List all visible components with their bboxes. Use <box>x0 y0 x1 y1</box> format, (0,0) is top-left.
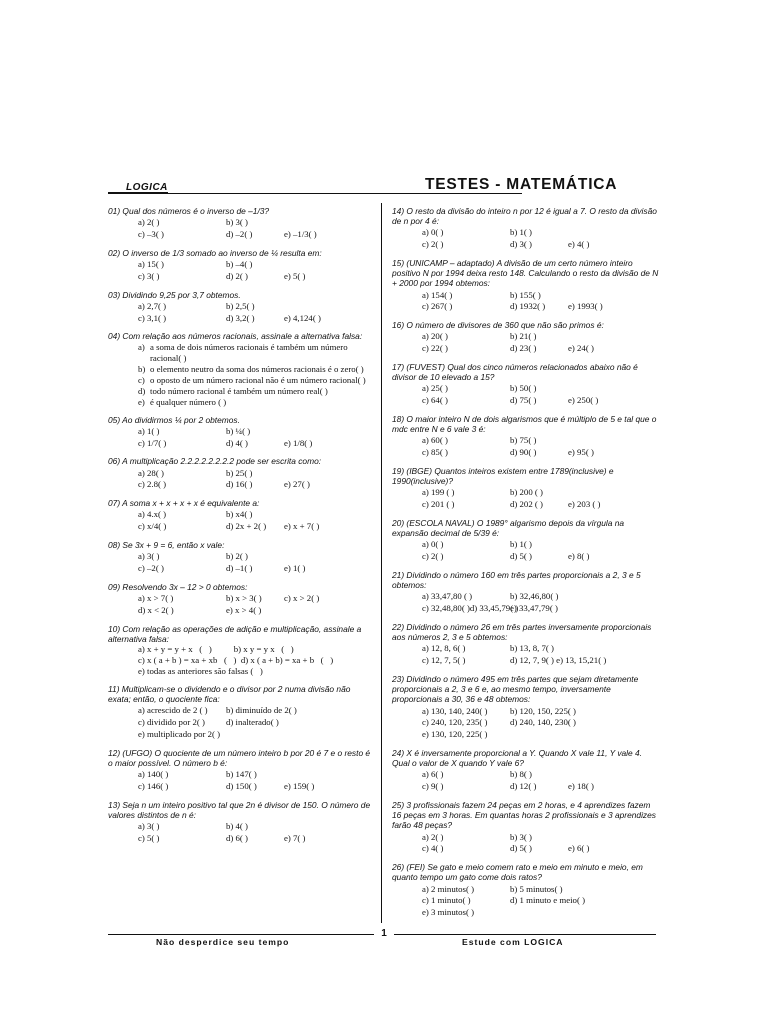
question-text: 08) Se 3x + 9 = 6, então x vale: <box>108 539 225 550</box>
answer-option: b) 8( ) <box>510 769 532 780</box>
question-block <box>392 518 660 563</box>
answer-option: d) 1932( ) <box>510 301 546 312</box>
answer-option: b) 75( ) <box>510 435 537 446</box>
answer-row <box>422 781 660 793</box>
answer-option: a) 2( ) <box>138 217 160 228</box>
answer-option: d) 2x + 2( ) <box>226 521 267 532</box>
answer-option: a) 2,7( ) <box>138 300 167 311</box>
answer-row <box>138 301 374 313</box>
answer-option: d) 2( ) <box>226 270 248 281</box>
answer-option: c) 9( ) <box>422 781 444 792</box>
answer-option: a) 1( ) <box>138 425 160 436</box>
answer-list-item <box>138 375 374 386</box>
answer-option: d) 90( ) <box>510 447 537 458</box>
answer-option: d) 3( ) <box>510 239 532 250</box>
question-text: 12) (UFGO) O quociente de um número inteiro b por 20 é 7 e o resto é o maior possível. O número b é: <box>108 747 371 768</box>
answer-options <box>392 591 660 615</box>
answer-options <box>392 487 660 511</box>
answer-option: d) 5( ) <box>510 843 532 854</box>
answer-row <box>422 290 660 302</box>
answer-option: e) 33,47,79( ) <box>510 603 558 614</box>
question-block <box>108 206 374 241</box>
answer-row <box>138 781 374 793</box>
answer-list-item <box>138 364 374 375</box>
answer-option: b) x4( ) <box>226 509 253 520</box>
answer-row <box>138 271 374 283</box>
answer-option: a) 33,47,80 ( ) <box>422 591 473 602</box>
answer-option: e) x > 4( ) <box>226 604 262 615</box>
option-text: o elemento neutro da soma dos números racionais é o zero( ) <box>150 363 364 374</box>
question-block <box>392 674 660 741</box>
answer-option: a) acrescido de 2 ( ) <box>138 705 208 716</box>
answer-option: b) 5 minutos( ) <box>510 883 563 894</box>
answer-option: e) 203 ( ) <box>568 499 601 510</box>
answer-option: a) 0( ) <box>422 227 444 238</box>
answer-row <box>422 487 660 499</box>
answer-option: c) 3( ) <box>138 270 160 281</box>
left-column <box>108 206 374 852</box>
answer-option: e) –1/3( ) <box>284 229 317 239</box>
question-text: 07) A soma x + x + x + x é equivalente a: <box>108 498 260 509</box>
answer-row <box>422 383 660 395</box>
answer-option: a) 0( ) <box>422 539 444 550</box>
answer-row <box>422 539 660 551</box>
answer-row <box>422 769 660 781</box>
answer-list-item <box>138 342 374 364</box>
answer-option: b) 13, 8, 7( ) <box>510 643 554 654</box>
answer-option: a) x > 7( ) <box>138 592 174 603</box>
answer-option: c) x/4( ) <box>138 521 167 532</box>
answer-option: e) 4,124( ) <box>284 312 321 323</box>
answer-options <box>392 227 660 251</box>
footer-rule-right <box>394 934 656 935</box>
answer-option: a) 2 minutos( ) <box>422 883 475 894</box>
question-text: 04) Com relação aos números racionais, assinale a alternativa falsa: <box>108 331 363 342</box>
answer-row <box>138 509 374 521</box>
answer-option: a) 154( ) <box>422 289 453 300</box>
question-text: 06) A multiplicação 2.2.2.2.2.2.2.2 pode ser escrita como: <box>108 456 322 467</box>
answer-row <box>138 313 374 325</box>
answer-row <box>138 426 374 438</box>
question-text: 18) O maior inteiro N de dois algarismos que é múltiplo de 5 e tal que o mdc entre N e 6 vale 3 é: <box>392 414 657 435</box>
page-number: 1 <box>381 928 387 939</box>
option-letter: d) <box>138 385 146 396</box>
answer-option: d) 4( ) <box>226 437 248 448</box>
answer-option: c) 22( ) <box>422 343 448 354</box>
answer-option: c) x > 2( ) <box>284 592 320 603</box>
option-letter: a) <box>138 341 145 352</box>
answer-row <box>138 438 374 450</box>
question-block <box>392 258 660 313</box>
footer-left-text: Não desperdice seu tempo <box>156 937 290 947</box>
logo-text: LOGICA <box>126 182 168 193</box>
answer-option: e) 7( ) <box>284 832 306 843</box>
answer-row <box>422 447 660 459</box>
answer-option: b) 1( ) <box>510 227 532 238</box>
answer-row <box>422 227 660 239</box>
question-text: 14) O resto da divisão do inteiro n por 12 é igual a 7. O resto da divisão de n por 4 é: <box>392 206 657 227</box>
question-text: 17) (FUVEST) Qual dos cinco números relacionados abaixo não é divisor de 10 elevado a 15? <box>392 362 638 383</box>
answer-options <box>392 331 660 355</box>
answer-options <box>108 426 374 450</box>
answer-option: c) 85( ) <box>422 447 448 458</box>
question-block <box>108 290 374 325</box>
answer-option: a) 28( ) <box>138 467 164 478</box>
question-block <box>392 414 660 459</box>
answer-line: a) x + y = y + x ( ) b) x y = y x ( ) <box>138 643 294 654</box>
answer-list <box>108 342 374 408</box>
answer-option: d) 75( ) <box>510 395 537 406</box>
answer-option: b) –4( ) <box>226 259 253 269</box>
answer-row <box>138 833 374 845</box>
question-block <box>108 624 374 677</box>
answer-line: c) x ( a + b ) = xa + xb ( ) d) x ( a + b) = xa + b ( ) <box>138 654 334 665</box>
answer-option: d) 5( ) <box>510 551 532 562</box>
answer-option: e) 27( ) <box>284 479 310 490</box>
answer-options <box>108 593 374 617</box>
answer-row <box>138 521 374 533</box>
answer-option: a) 3( ) <box>138 821 160 832</box>
answer-option: a) 140( ) <box>138 769 169 780</box>
answer-option: a) 20( ) <box>422 331 448 342</box>
option-text: o oposto de um número racional não é um número racional( ) <box>150 374 366 385</box>
answer-option: d) 16( ) <box>226 479 253 490</box>
answer-options <box>108 551 374 575</box>
answer-option: a) 3( ) <box>138 551 160 562</box>
answer-options <box>392 539 660 563</box>
answer-row <box>422 655 660 667</box>
answer-lines <box>108 644 374 677</box>
answer-options <box>108 468 374 492</box>
answer-row <box>422 603 660 615</box>
answer-option: b) 2( ) <box>226 551 248 562</box>
question-block <box>392 320 660 355</box>
answer-option: d) 240, 140, 230( ) <box>510 717 576 728</box>
answer-option: a) 4.x( ) <box>138 509 167 520</box>
option-text: todo número racional é também um número real( ) <box>150 385 328 396</box>
answer-options <box>392 643 660 667</box>
option-text: a soma de dois números racionais é também um número racional( ) <box>150 341 348 363</box>
answer-option: b) 3( ) <box>510 831 532 842</box>
answer-row <box>138 468 374 480</box>
answer-option: d) x < 2( ) <box>138 604 174 615</box>
answer-option: d) 23( ) <box>510 343 537 354</box>
answer-option: e) 24( ) <box>568 343 594 354</box>
answer-option: a) 60( ) <box>422 435 448 446</box>
question-block <box>108 540 374 575</box>
answer-option: e) multiplicado por 2( ) <box>138 728 221 739</box>
answer-option: d) inalterado( ) <box>226 717 279 728</box>
answer-option: a) 15( ) <box>138 259 164 269</box>
answer-options <box>108 509 374 533</box>
answer-option: c) 201 ( ) <box>422 499 455 510</box>
question-text: 05) Ao dividirmos ¼ por 2 obtemos. <box>108 414 240 425</box>
page-footer <box>108 928 656 950</box>
answer-row <box>422 551 660 563</box>
answer-row <box>138 479 374 491</box>
question-text: 21) Dividindo o número 160 em três partes proporcionais a 2, 3 e 5 obtemos: <box>392 570 641 591</box>
answer-option: b) 4( ) <box>226 821 248 832</box>
answer-row <box>138 259 374 271</box>
answer-row <box>422 843 660 855</box>
option-letter: e) <box>138 396 145 407</box>
question-text: 09) Resolvendo 3x – 12 > 0 obtemos: <box>108 581 248 592</box>
answer-option: a) 6( ) <box>422 769 444 780</box>
question-block <box>392 862 660 919</box>
answer-option: d) 6( ) <box>226 832 248 843</box>
answer-line: e) todas as anteriores são falsas ( ) <box>138 665 263 676</box>
answer-row <box>138 821 374 833</box>
question-block <box>108 748 374 793</box>
answer-option: e) 18( ) <box>568 781 594 792</box>
answer-row <box>138 593 374 605</box>
answer-options <box>108 821 374 845</box>
answer-option: c) 2.8( ) <box>138 479 167 490</box>
answer-option: d) –1( ) <box>226 562 253 573</box>
answer-option: e) 159( ) <box>284 780 315 791</box>
answer-option: a) 2( ) <box>422 831 444 842</box>
answer-option: b) 3( ) <box>226 217 248 228</box>
answer-options <box>392 383 660 407</box>
question-text: 23) Dividindo o número 495 em três partes que sejam diretamente proporcionais a 2, 3 e 6 e, ao mesmo tempo, inversamente proporcionais a 30, 36 e 48 obtemos: <box>392 674 639 705</box>
answer-option: b) 25( ) <box>226 467 253 478</box>
question-block <box>392 206 660 251</box>
answer-option: e) 95( ) <box>568 447 594 458</box>
answer-row <box>138 729 374 741</box>
question-text: 15) (UNICAMP – adaptado) A divisão de um certo número inteiro positivo N por 1994 deixa resto 148. Calculando o resto da divisão de N + 2000 por 1994 obtemos: <box>392 258 659 289</box>
answer-row <box>422 499 660 511</box>
answer-option: e) 4( ) <box>568 239 590 250</box>
answer-row <box>422 907 660 919</box>
question-text: 26) (FEI) Se gato e meio comem rato e meio em minuto e meio, em quanto tempo um gato come dois ratos? <box>392 862 643 883</box>
answer-row <box>422 591 660 603</box>
answer-option: b) ¼( ) <box>226 425 251 436</box>
question-block <box>108 248 374 283</box>
answer-options <box>108 301 374 325</box>
answer-option: c) 12, 7, 5( ) <box>422 655 466 666</box>
answer-option: e) 5( ) <box>284 270 306 281</box>
answer-options <box>392 435 660 459</box>
answer-option: b) 21( ) <box>510 331 537 342</box>
answer-row <box>422 832 660 844</box>
answer-option: a) 12, 8, 6( ) <box>422 643 466 654</box>
answer-option: c) 3,1( ) <box>138 312 167 323</box>
answer-option: c) 4( ) <box>422 843 444 854</box>
answer-row <box>422 643 660 655</box>
answer-options <box>392 884 660 919</box>
answer-option: b) 147( ) <box>226 769 257 780</box>
page-header <box>108 176 656 198</box>
question-block <box>108 498 374 533</box>
logica-logo <box>108 178 168 198</box>
answer-option: c) 1 minuto( ) <box>422 895 471 906</box>
answer-list-item <box>138 386 374 397</box>
question-text: 20) (ESCOLA NAVAL) O 1989° algarismo depois da vírgula na expansão decimal de 5/39 é: <box>392 518 625 539</box>
answer-row <box>422 239 660 251</box>
answer-option: e) 6( ) <box>568 843 590 854</box>
answer-option: c) 1/7( ) <box>138 437 167 448</box>
answer-row <box>422 331 660 343</box>
answer-options <box>108 705 374 740</box>
answer-option: a) 199 ( ) <box>422 487 455 498</box>
answer-option: e) 1( ) <box>284 562 306 573</box>
answer-option: c) dividido por 2( ) <box>138 717 205 728</box>
answer-options <box>392 706 660 741</box>
question-text: 01) Qual dos números é o inverso de –1/3? <box>108 206 270 216</box>
answer-option: c) 32,48,80( )d) 33,45,79( ) <box>422 603 519 614</box>
question-block <box>108 684 374 741</box>
question-block <box>108 415 374 450</box>
question-block <box>108 331 374 407</box>
question-text: 03) Dividindo 9,25 por 3,7 obtemos. <box>108 289 241 300</box>
answer-option: c) 240, 120, 235( ) <box>422 717 488 728</box>
answer-row <box>138 769 374 781</box>
answer-row <box>138 217 374 229</box>
answer-option: d) 3,2( ) <box>226 312 255 323</box>
answer-option: d) 202 ( ) <box>510 499 543 510</box>
answer-row <box>422 706 660 718</box>
answer-options <box>392 769 660 793</box>
answer-option: e) x + 7( ) <box>284 521 320 532</box>
answer-row <box>422 435 660 447</box>
question-block <box>392 570 660 615</box>
answer-option: b) 120, 150, 225( ) <box>510 705 576 716</box>
question-text: 22) Dividindo o número 26 em três partes inversamente proporcionais aos números 2, 3 e 5 obtemos: <box>392 622 652 643</box>
answer-option: e) 8( ) <box>568 551 590 562</box>
question-text: 13) Seja n um inteiro positivo tal que 2n é divisor de 150. O número de valores distintos de n é: <box>108 799 371 820</box>
option-letter: c) <box>138 374 145 385</box>
answer-list-item <box>138 397 374 408</box>
answer-option: b) 1( ) <box>510 539 532 550</box>
answer-option: e) 1/8( ) <box>284 437 313 448</box>
answer-option: b) 32,46,80( ) <box>510 591 559 602</box>
answer-option: c) 64( ) <box>422 395 448 406</box>
answer-option: e) 130, 120, 225( ) <box>422 729 488 740</box>
answer-option: a) 25( ) <box>422 383 448 394</box>
question-block <box>392 362 660 407</box>
answer-row <box>138 563 374 575</box>
answer-options <box>392 832 660 856</box>
answer-row <box>422 729 660 741</box>
answer-option: d) 150( ) <box>226 780 257 791</box>
answer-option: a) 130, 140, 240( ) <box>422 705 488 716</box>
column-divider <box>381 203 382 923</box>
answer-row <box>138 717 374 729</box>
question-text: 16) O número de divisores de 360 que não são primos é: <box>392 320 604 331</box>
answer-option: b) 155( ) <box>510 289 541 300</box>
answer-option: b) 2,5( ) <box>226 300 255 311</box>
answer-option: c) 146( ) <box>138 780 169 791</box>
footer-right-text: Estude com LOGICA <box>462 937 564 947</box>
question-block <box>392 800 660 855</box>
answer-options <box>108 259 374 283</box>
answer-row <box>138 551 374 563</box>
answer-option: d) –2( ) <box>226 229 253 239</box>
question-text: 10) Com relação as operações de adição e multiplicação, assinale a alternativa falsa: <box>108 623 362 644</box>
answer-option: e) 3 minutos( ) <box>422 907 475 918</box>
answer-option: e) 1993( ) <box>568 301 603 312</box>
answer-option: c) –3( ) <box>138 229 164 239</box>
answer-row <box>138 605 374 617</box>
answer-option: c) 2( ) <box>422 239 444 250</box>
answer-option: b) diminuído de 2( ) <box>226 705 297 716</box>
question-block <box>108 800 374 845</box>
question-text: 19) (IBGE) Quantos inteiros existem entre 1789(inclusive) e 1990(inclusive)? <box>392 466 614 487</box>
answer-row <box>422 301 660 313</box>
answer-option: b) x > 3( ) <box>226 592 262 603</box>
question-block <box>108 456 374 491</box>
answer-option: c) 5( ) <box>138 832 160 843</box>
answer-option: d) 1 minuto e meio( ) <box>510 895 586 906</box>
answer-row <box>422 895 660 907</box>
answer-option: d) 12, 7, 9( ) e) 13, 15,21( ) <box>510 655 607 666</box>
question-text: 25) 3 profissionais fazem 24 peças em 2 horas, e 4 aprendizes fazem 16 peças em 3 horas. Em quantas horas 2 profissionais e 3 aprendizes farão 48 peças? <box>392 800 656 831</box>
question-text: 02) O inverso de 1/3 somado ao inverso de ¼ resulta em: <box>108 247 322 258</box>
question-block <box>392 748 660 793</box>
answer-option: e) 250( ) <box>568 395 599 406</box>
page-title: TESTES - MATEMÁTICA <box>425 176 618 193</box>
question-block <box>108 582 374 617</box>
question-text: 11) Multiplicam-se o dividendo e o divisor por 2 numa divisão não exata; então, o quociente fica: <box>108 683 351 705</box>
answer-option: c) –2( ) <box>138 562 164 573</box>
answer-options <box>108 217 374 241</box>
answer-option: d) 12( ) <box>510 781 537 792</box>
footer-rule-left <box>108 934 374 935</box>
answer-row <box>422 884 660 896</box>
question-text: 24) X é inversamente proporcional a Y. Quando X vale 11, Y vale 4. Qual o valor de X quando Y vale 6? <box>392 748 643 769</box>
answer-row <box>422 343 660 355</box>
answer-options <box>392 290 660 314</box>
answer-option: c) 2( ) <box>422 551 444 562</box>
question-block <box>392 466 660 511</box>
answer-option: b) 200 ( ) <box>510 487 543 498</box>
answer-row <box>422 395 660 407</box>
answer-row <box>422 717 660 729</box>
right-column <box>392 206 660 926</box>
answer-row <box>138 229 374 241</box>
answer-option: c) 267( ) <box>422 301 453 312</box>
answer-row <box>138 705 374 717</box>
question-block <box>392 622 660 667</box>
answer-option: b) 50( ) <box>510 383 537 394</box>
answer-options <box>108 769 374 793</box>
option-letter: b) <box>138 363 146 374</box>
option-text: é qualquer número ( ) <box>150 396 227 407</box>
